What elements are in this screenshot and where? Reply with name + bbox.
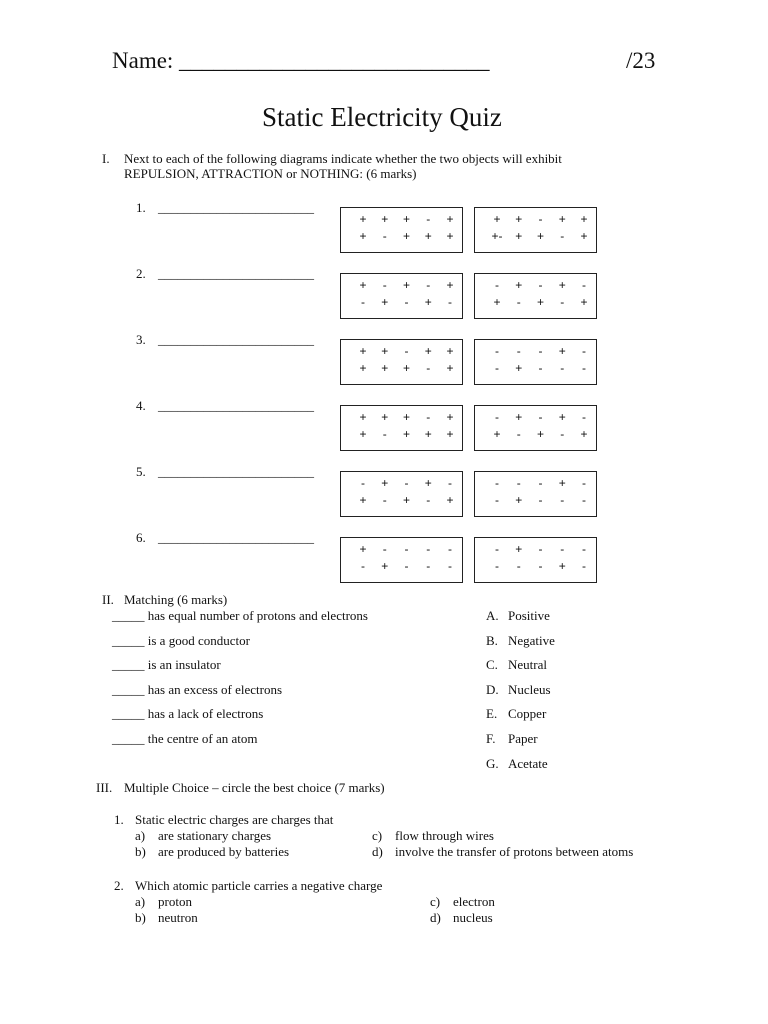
charge-symbol: - [582, 493, 586, 507]
charge-symbol: - [361, 559, 365, 573]
charge-symbol: - [382, 229, 387, 243]
choice-b[interactable]: are produced by batteries [158, 844, 290, 859]
charge-symbol: - [538, 493, 543, 507]
choice-c[interactable]: flow through wires [395, 828, 494, 843]
choice-label[interactable]: d) [372, 844, 383, 859]
choice-a[interactable]: proton [158, 894, 192, 909]
charge-symbol: - [516, 344, 521, 358]
choice-a[interactable]: are stationary charges [158, 828, 272, 843]
charge-symbol: - [426, 278, 431, 292]
charge-row [491, 361, 590, 375]
charged-object-left [340, 339, 463, 385]
charge-symbol: - [582, 410, 586, 424]
section-3-heading: Multiple Choice – circle the best choice (7 marks) [124, 780, 385, 795]
charged-object-left [340, 405, 463, 451]
charge-symbol: + [359, 344, 367, 358]
charge-row [491, 212, 590, 226]
charge-row [491, 410, 590, 424]
charge-symbol: - [560, 493, 565, 507]
charge-symbol: - [426, 542, 431, 556]
charge-symbol: + [493, 427, 501, 441]
matching-option-letter: E. [486, 706, 498, 722]
charge-symbol: + [381, 410, 389, 424]
charge-symbol: - [495, 542, 499, 556]
choice-label[interactable]: a) [135, 828, 146, 843]
charge-symbol: + [402, 427, 410, 441]
charge-symbol: - [426, 493, 431, 507]
charge-symbol: + [580, 212, 588, 226]
charge-symbol: + [515, 542, 523, 556]
charge-symbol: - [448, 476, 452, 490]
charge-symbol: - [404, 344, 409, 358]
charge-symbol: +- [491, 229, 503, 243]
matching-statement[interactable]: _____ has a lack of electrons [112, 706, 264, 722]
charge-symbol: + [381, 344, 389, 358]
charge-symbol: - [538, 542, 543, 556]
charge-symbol: + [446, 278, 454, 292]
charge-row [491, 295, 590, 309]
charge-symbol: - [361, 295, 365, 309]
charge-symbol: + [424, 476, 432, 490]
matching-option-text: Paper [508, 731, 538, 746]
charge-symbol: - [560, 361, 565, 375]
diagram-number: 2. [136, 266, 146, 281]
charge-symbol: - [516, 427, 521, 441]
matching-statement[interactable]: _____ the centre of an atom [112, 731, 258, 746]
charge-row [491, 476, 590, 490]
charge-symbol: + [359, 229, 367, 243]
choice-label[interactable]: d) [430, 910, 441, 925]
charge-symbol: + [446, 361, 454, 375]
charge-symbol: - [426, 361, 431, 375]
charge-symbol: - [560, 295, 565, 309]
charged-object-right [474, 405, 597, 451]
question-number: 2. [114, 878, 124, 893]
charge-row [357, 212, 456, 226]
charge-symbol: - [382, 427, 387, 441]
matching-option-letter: G. [486, 755, 499, 771]
matching-statement[interactable]: _____ is a good conductor [112, 632, 250, 648]
charge-symbol: + [515, 493, 523, 507]
charge-symbol: + [493, 212, 501, 226]
charge-row [357, 344, 456, 358]
choice-label[interactable]: c) [372, 828, 383, 843]
charge-symbol: - [538, 559, 543, 573]
charged-object-right [474, 207, 597, 253]
charge-symbol: + [359, 278, 367, 292]
charge-symbol: + [580, 295, 588, 309]
charge-symbol: + [359, 410, 367, 424]
charge-symbol: + [359, 542, 367, 556]
diagram-number: 5. [136, 464, 146, 479]
charge-symbol: + [536, 295, 544, 309]
matching-statement[interactable]: _____ is an insulator [112, 657, 221, 673]
charge-symbol: - [404, 476, 409, 490]
choice-label[interactable]: c) [430, 894, 441, 909]
charge-symbol: + [402, 361, 410, 375]
charge-symbol: - [516, 295, 521, 309]
charge-symbol: + [536, 427, 544, 441]
matching-option-text: Nucleus [508, 681, 551, 697]
charge-symbol: - [560, 542, 565, 556]
choice-d[interactable]: nucleus [453, 910, 493, 925]
charge-symbol: - [382, 542, 387, 556]
charge-symbol: - [404, 542, 409, 556]
charge-symbol: + [515, 278, 523, 292]
choice-d[interactable]: involve the transfer of protons between atoms [395, 844, 634, 859]
charge-row [357, 278, 456, 292]
charge-row [357, 542, 456, 556]
question-text: Which atomic particle carries a negative charge [135, 878, 383, 893]
question-text: Static electric charges are charges that [135, 812, 334, 827]
charge-symbol: - [582, 278, 586, 292]
matching-option-letter: A. [486, 608, 499, 623]
matching-option-text: Copper [508, 706, 547, 722]
charge-row [357, 559, 456, 573]
choice-b[interactable]: neutron [158, 910, 198, 925]
charge-symbol: - [582, 476, 586, 490]
score-total: /23 [626, 48, 656, 73]
charge-symbol: - [538, 278, 543, 292]
charge-symbol: - [538, 344, 543, 358]
charge-symbol: + [446, 410, 454, 424]
page-title: Static Electricity Quiz [262, 102, 502, 132]
charge-symbol: - [538, 212, 543, 226]
charge-symbol: + [402, 229, 410, 243]
charge-symbol: - [516, 476, 521, 490]
charge-symbol: - [382, 278, 387, 292]
charge-symbol: - [495, 476, 499, 490]
charge-symbol: - [582, 361, 586, 375]
charge-symbol: + [515, 212, 523, 226]
section-1-instructions: Next to each of the following diagrams indicate whether the two objects will exhibit [124, 151, 562, 166]
charge-symbol: + [402, 278, 410, 292]
charge-symbol: - [404, 295, 409, 309]
charge-symbol: + [402, 410, 410, 424]
charge-symbol: + [381, 212, 389, 226]
charge-row [491, 278, 590, 292]
charge-row [491, 344, 590, 358]
charged-object-left [340, 471, 463, 517]
charge-row [357, 427, 456, 441]
charge-row [491, 427, 590, 441]
answer-blank[interactable]: ________________________ [158, 266, 314, 281]
charge-symbol: + [580, 427, 588, 441]
charge-symbol: + [558, 344, 566, 358]
charge-symbol: + [359, 361, 367, 375]
diagram-number: 3. [136, 332, 146, 347]
charge-symbol: + [558, 212, 566, 226]
charge-symbol: - [448, 542, 452, 556]
charge-symbol: - [495, 493, 499, 507]
charge-symbol: + [381, 295, 389, 309]
charged-object-left [340, 207, 463, 253]
charge-symbol: + [359, 427, 367, 441]
charge-symbol: + [515, 410, 523, 424]
charge-symbol: - [382, 493, 387, 507]
charge-symbol: - [448, 559, 452, 573]
charge-symbol: + [580, 229, 588, 243]
charge-symbol: + [381, 559, 389, 573]
charge-symbol: - [495, 410, 499, 424]
charge-symbol: + [424, 229, 432, 243]
charged-object-right [474, 471, 597, 517]
choice-label[interactable]: a) [135, 894, 146, 909]
answer-blank[interactable]: ________________________ [158, 332, 314, 347]
charge-symbol: + [446, 493, 454, 507]
charge-symbol: - [426, 212, 431, 226]
charge-symbol: + [558, 410, 566, 424]
matching-option-letter: B. [486, 632, 498, 648]
charge-row [491, 493, 590, 507]
charge-row [491, 542, 590, 556]
charge-symbol: + [446, 229, 454, 243]
charge-symbol: + [381, 476, 389, 490]
charged-object-right [474, 537, 597, 583]
charge-symbol: + [359, 493, 367, 507]
charged-object-right [474, 273, 597, 319]
diagram-number: 4. [136, 398, 146, 413]
diagram-number: 1. [136, 200, 146, 215]
charged-object-right [474, 339, 597, 385]
matching-option-text: Positive [508, 608, 550, 623]
matching-statement[interactable]: _____ has equal number of protons and electrons [112, 608, 368, 623]
charge-symbol: - [582, 344, 586, 358]
question-number: 1. [114, 812, 124, 827]
charge-symbol: - [516, 559, 521, 573]
charge-symbol: + [493, 295, 501, 309]
charge-symbol: - [582, 542, 586, 556]
section-1-instructions: REPULSION, ATTRACTION or NOTHING: (6 marks) [124, 166, 417, 181]
charge-symbol: - [495, 344, 499, 358]
answer-blank[interactable]: ________________________ [158, 464, 314, 479]
charge-symbol: - [495, 361, 499, 375]
charge-row [491, 229, 590, 243]
section-2-numeral: II. [102, 592, 114, 607]
charge-symbol: + [446, 427, 454, 441]
charge-symbol: - [560, 229, 565, 243]
charge-row [357, 476, 456, 490]
name-field-label: Name: ___________________________ [112, 48, 490, 73]
charge-symbol: - [426, 559, 431, 573]
matching-option-text: Acetate [508, 755, 548, 771]
charge-symbol: - [538, 476, 543, 490]
charge-symbol: - [448, 295, 452, 309]
charge-symbol: + [424, 295, 432, 309]
charge-symbol: + [424, 427, 432, 441]
answer-blank[interactable]: ________________________ [158, 530, 314, 545]
charge-symbol: + [381, 361, 389, 375]
charge-symbol: + [424, 344, 432, 358]
matching-option-letter: F. [486, 731, 496, 746]
charge-symbol: - [404, 559, 409, 573]
charge-symbol: + [515, 361, 523, 375]
matching-option-text: Negative [508, 632, 555, 648]
charge-row [357, 410, 456, 424]
section-1-numeral: I. [102, 151, 110, 166]
charge-symbol: + [446, 344, 454, 358]
charge-row [357, 295, 456, 309]
charge-symbol: + [558, 278, 566, 292]
charge-symbol: + [446, 212, 454, 226]
diagram-number: 6. [136, 530, 146, 545]
charge-symbol: + [558, 559, 566, 573]
matching-option-letter: D. [486, 681, 499, 697]
charge-symbol: - [426, 410, 431, 424]
charge-symbol: - [361, 476, 365, 490]
charge-symbol: - [582, 559, 586, 573]
matching-statement[interactable]: _____ has an excess of electrons [112, 681, 283, 697]
choice-label[interactable]: b) [135, 910, 146, 925]
charge-symbol: - [495, 559, 499, 573]
charge-symbol: - [538, 410, 543, 424]
charge-symbol: - [495, 278, 499, 292]
answer-blank[interactable]: ________________________ [158, 200, 314, 215]
charge-symbol: + [402, 212, 410, 226]
matching-option-letter: C. [486, 657, 498, 673]
charged-object-left [340, 537, 463, 583]
section-2-heading: Matching (6 marks) [124, 592, 228, 607]
answer-blank[interactable]: ________________________ [158, 398, 314, 413]
charge-row [357, 361, 456, 375]
charge-symbol: + [536, 229, 544, 243]
charge-row [491, 559, 590, 573]
choice-label[interactable]: b) [135, 844, 146, 859]
charge-symbol: + [359, 212, 367, 226]
choice-c[interactable]: electron [453, 894, 495, 909]
charge-symbol: + [515, 229, 523, 243]
section-3-numeral: III. [96, 780, 113, 795]
charge-symbol: - [538, 361, 543, 375]
matching-option-text: Neutral [508, 657, 547, 673]
charge-symbol: + [558, 476, 566, 490]
charged-object-left [340, 273, 463, 319]
charge-symbol: - [560, 427, 565, 441]
charge-row [357, 229, 456, 243]
charge-row [357, 493, 456, 507]
charge-symbol: + [402, 493, 410, 507]
